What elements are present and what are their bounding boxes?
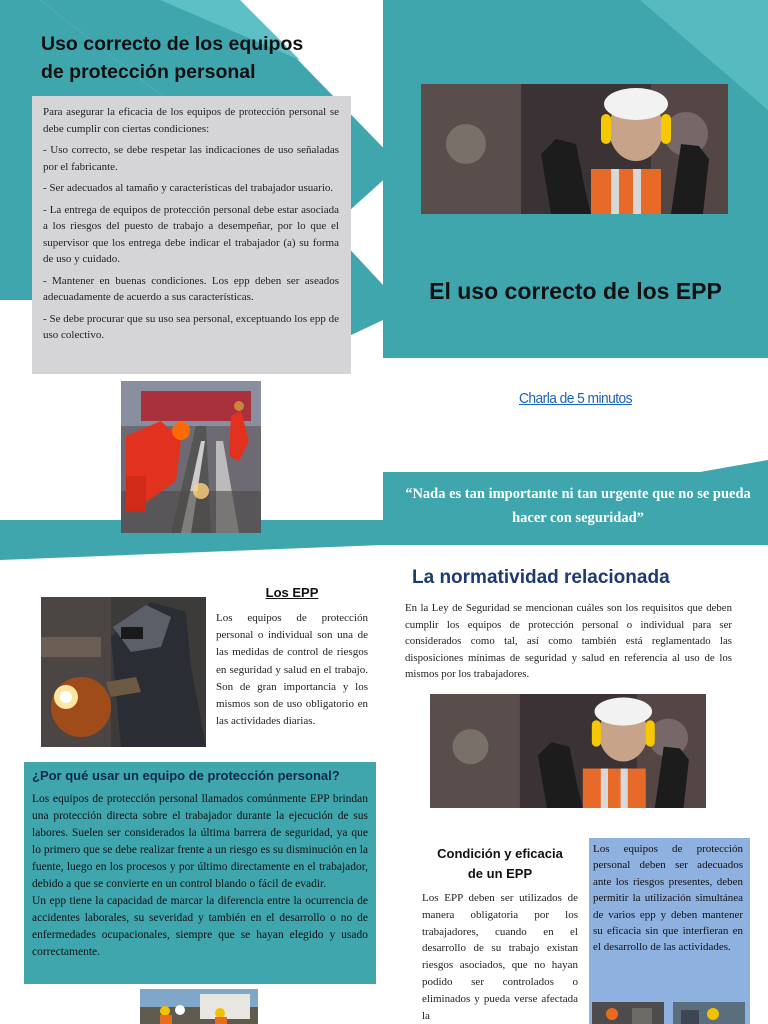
condicion-heading: [420, 844, 580, 884]
safety-quote: “Nada es tan importante ni tan urgente que no se pueda hacer con seguridad”: [405, 486, 751, 526]
condicion-text: Los EPP deben ser utilizados de manera obligatoria por los trabajadores, cuando en el desarrollo de su trabajo existan riesgos asociados, que no hayan podido ser controlados o eliminados y pueda verse afectada la: [422, 892, 578, 1022]
charla-link[interactable]: Charla de 5 minutos: [518, 390, 633, 407]
main-title: [41, 30, 341, 86]
condition-item-1: - Uso correcto, se debe respetar las indicaciones de uso señaladas por el fabricante.: [43, 144, 339, 173]
blue-info-text: Los equipos de protección personal deben ser adecuados ante los riesgos presentes, deben permitir la utilización simultánea de varios epp y deben mantener su eficacia sin que interfieran en el desarrollo de las actividades.: [593, 843, 743, 954]
condition-item-4: - Mantener en buenas condiciones. Los epp deben ser aseados adecuadamente de acuerdo a sus características.: [43, 274, 339, 303]
workers-small-photo-left: [592, 1002, 664, 1024]
stop-hands-photo-inner: [430, 694, 706, 808]
conditions-box: [32, 96, 351, 374]
conditions-intro: Para asegurar la eficacia de los equipos de protección personal se debe cumplir con ciertas condiciones:: [43, 106, 339, 135]
stop-hands-photo-cover: [421, 84, 728, 214]
normatividad-text: En la Ley de Seguridad se mencionan cuáles son los requisitos que deben cumplir los equipos de protección personal o individual para ser considerados como tal, así como también está reglamentado las disposiciones mínimas de seguridad y salud en referencia al uso de los mismos por los trabajadores.: [405, 602, 732, 680]
main-title-line1: Uso correcto de los equipos: [41, 33, 304, 55]
condition-item-5: - Se debe procurar que su uso sea personal, exceptuando los epp de uso colectivo.: [43, 312, 339, 341]
blue-info-box: [589, 838, 750, 1024]
railway-worker-photo: [121, 381, 261, 533]
welder-photo: [41, 597, 206, 747]
los-epp-heading: Los EPP: [265, 585, 319, 600]
normatividad-heading: La normatividad relacionada: [412, 567, 670, 588]
workers-group-photo: [140, 989, 258, 1024]
main-title-line2: de protección personal: [41, 61, 256, 83]
condition-item-2: - Ser adecuados al tamaño y características del trabajador usuario.: [43, 182, 334, 194]
cover-title: El uso correcto de los EPP: [429, 278, 722, 304]
workers-small-photo-right: [673, 1002, 745, 1024]
condicion-heading-line2: de un EPP: [467, 866, 533, 881]
por-que-text-1: Los equipos de protección personal llamados comúnmente EPP brindan una protección directa sobre el trabajador durante la ejecución de sus labores. Suelen ser considerados la última barrera de seguridad, ya que lo primero que se debe realizar frente a un riesgo es su disminución en la fuente, luego en los procesos y por último directamente en el trabajador, debido a que se convierte en un control blando o fácil de evadir.: [32, 793, 368, 890]
por-que-heading: ¿Por qué usar un equipo de protección personal?: [32, 768, 340, 783]
por-que-text-2: Un epp tiene la capacidad de marcar la diferencia entre la ocurrencia de accidentes laborales, su severidad y también en el desarrollo o no de enfermedades ocupacionales, siempre que se hayan elegido y usado correctamente.: [32, 895, 368, 958]
por-que-box: [24, 762, 376, 984]
los-epp-text: Los equipos de protección personal o individual son una de las medidas de control de riesgos en seguridad y salud en el trabajo. Son de gran importancia y los mismos son de uso obligatorio en las actividades diarias.: [216, 612, 368, 728]
condicion-heading-line1: Condición y eficacia: [437, 846, 563, 861]
condition-item-3: - La entrega de equipos de protección personal debe estar asociada a los riesgos del puesto de trabajo a desempeñar, por lo que el supervisor que los entrega debe indicar el trabajador (a) su forma de uso y cuidado.: [43, 203, 339, 265]
